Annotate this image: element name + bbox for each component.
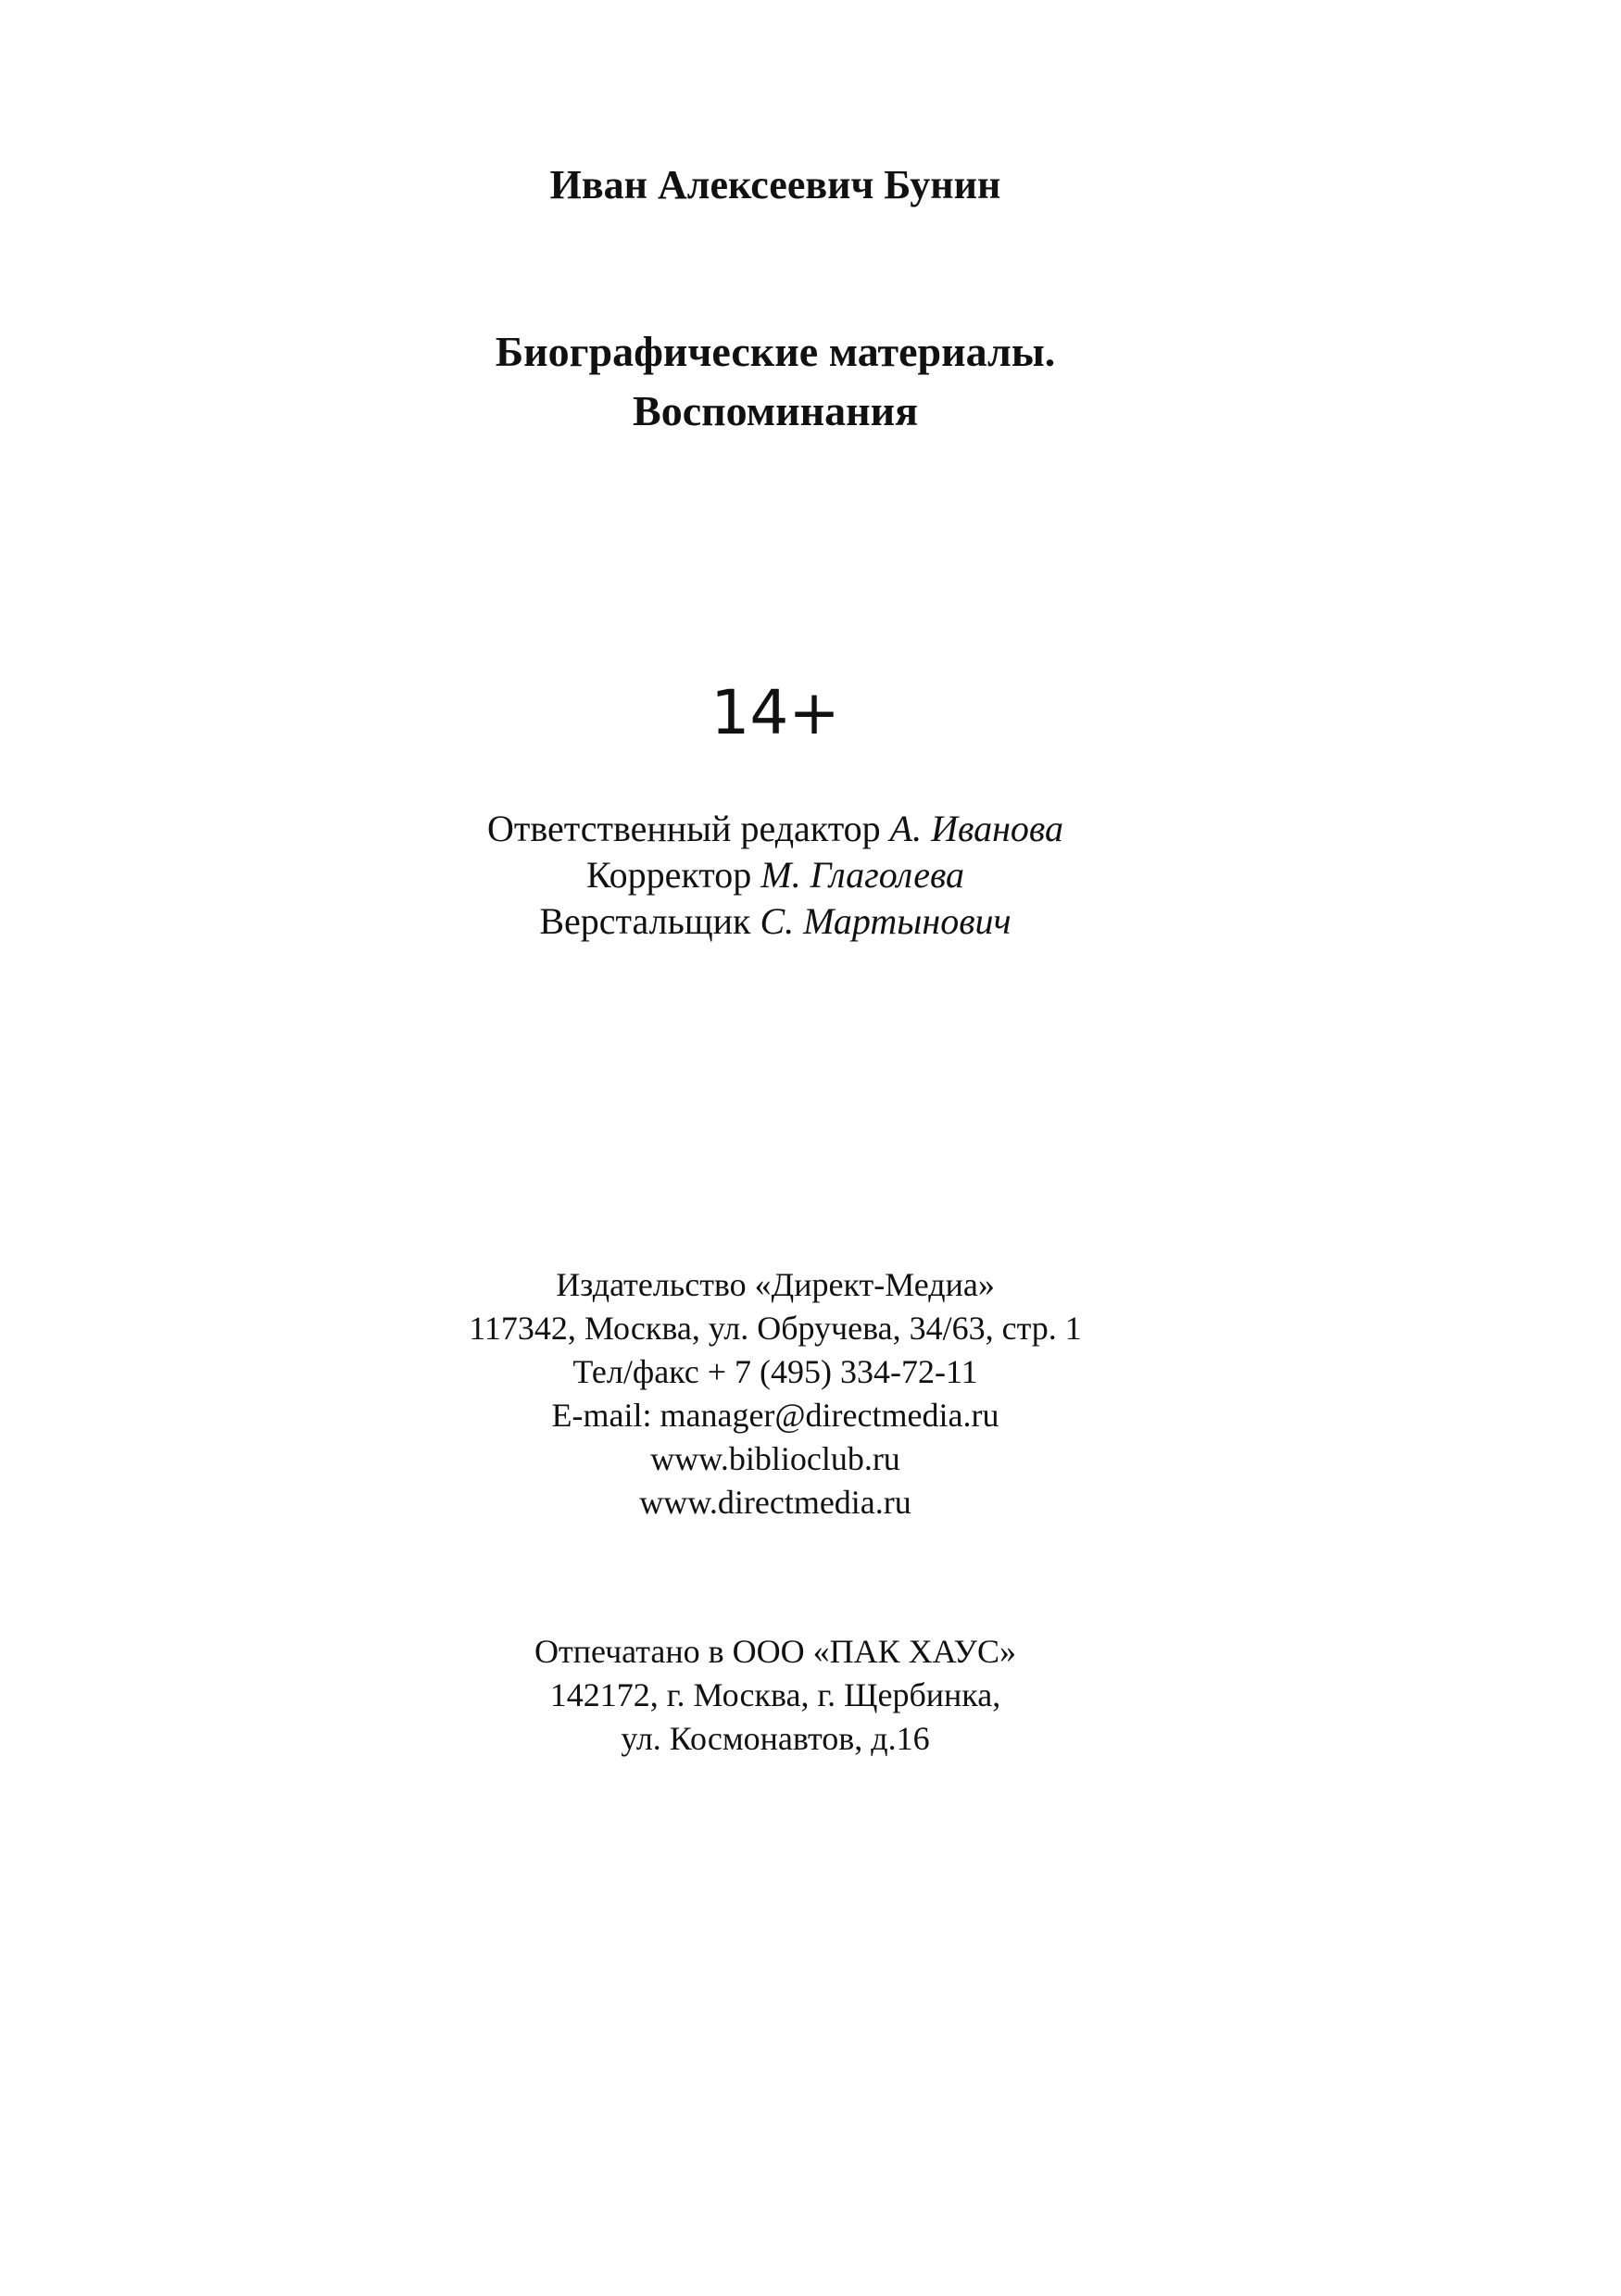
book-title-line-1: Биографические материалы.: [495, 328, 1056, 375]
credit-role: Ответственный редактор: [486, 808, 881, 849]
book-title-line-2: Воспоминания: [633, 387, 918, 434]
printer-block: [0, 1630, 1551, 1761]
publisher-phone: Тел/факс + 7 (495) 334-72-11: [572, 1353, 978, 1390]
publisher-name: Издательство «Директ-Медиа»: [556, 1266, 995, 1303]
publisher-website-biblioclub: www.biblioclub.ru: [650, 1440, 900, 1477]
credit-proofreader: [0, 852, 1551, 898]
book-title: [0, 322, 1551, 441]
author-name-text: Иван Алексеевич Бунин: [549, 162, 1001, 207]
publisher-address: 117342, Москва, ул. Обручева, 34/63, стр. 1: [469, 1310, 1082, 1347]
credit-typesetter: [0, 898, 1551, 945]
credit-editor: [0, 806, 1551, 852]
age-rating: [0, 676, 1551, 750]
publisher-email: E-mail: manager@directmedia.ru: [551, 1397, 999, 1434]
printer-line-3: ул. Космонавтов, д.16: [621, 1720, 930, 1757]
credit-role: Верстальщик: [539, 900, 751, 942]
credit-role: Корректор: [585, 854, 752, 896]
publisher-block: [0, 1263, 1551, 1524]
credit-person: М. Глаголева: [760, 854, 965, 896]
publisher-website-directmedia: www.directmedia.ru: [639, 1484, 911, 1521]
printer-line-1: Отпечатано в ООО «ПАК ХАУС»: [534, 1633, 1016, 1670]
age-rating-text: 14+: [710, 677, 840, 748]
credits-block: [0, 806, 1551, 945]
printer-line-2: 142172, г. Москва, г. Щербинка,: [549, 1676, 1001, 1713]
author-name: [0, 159, 1551, 211]
credit-person: А. Иванова: [889, 808, 1063, 849]
credit-person: С. Мартынович: [760, 900, 1012, 942]
